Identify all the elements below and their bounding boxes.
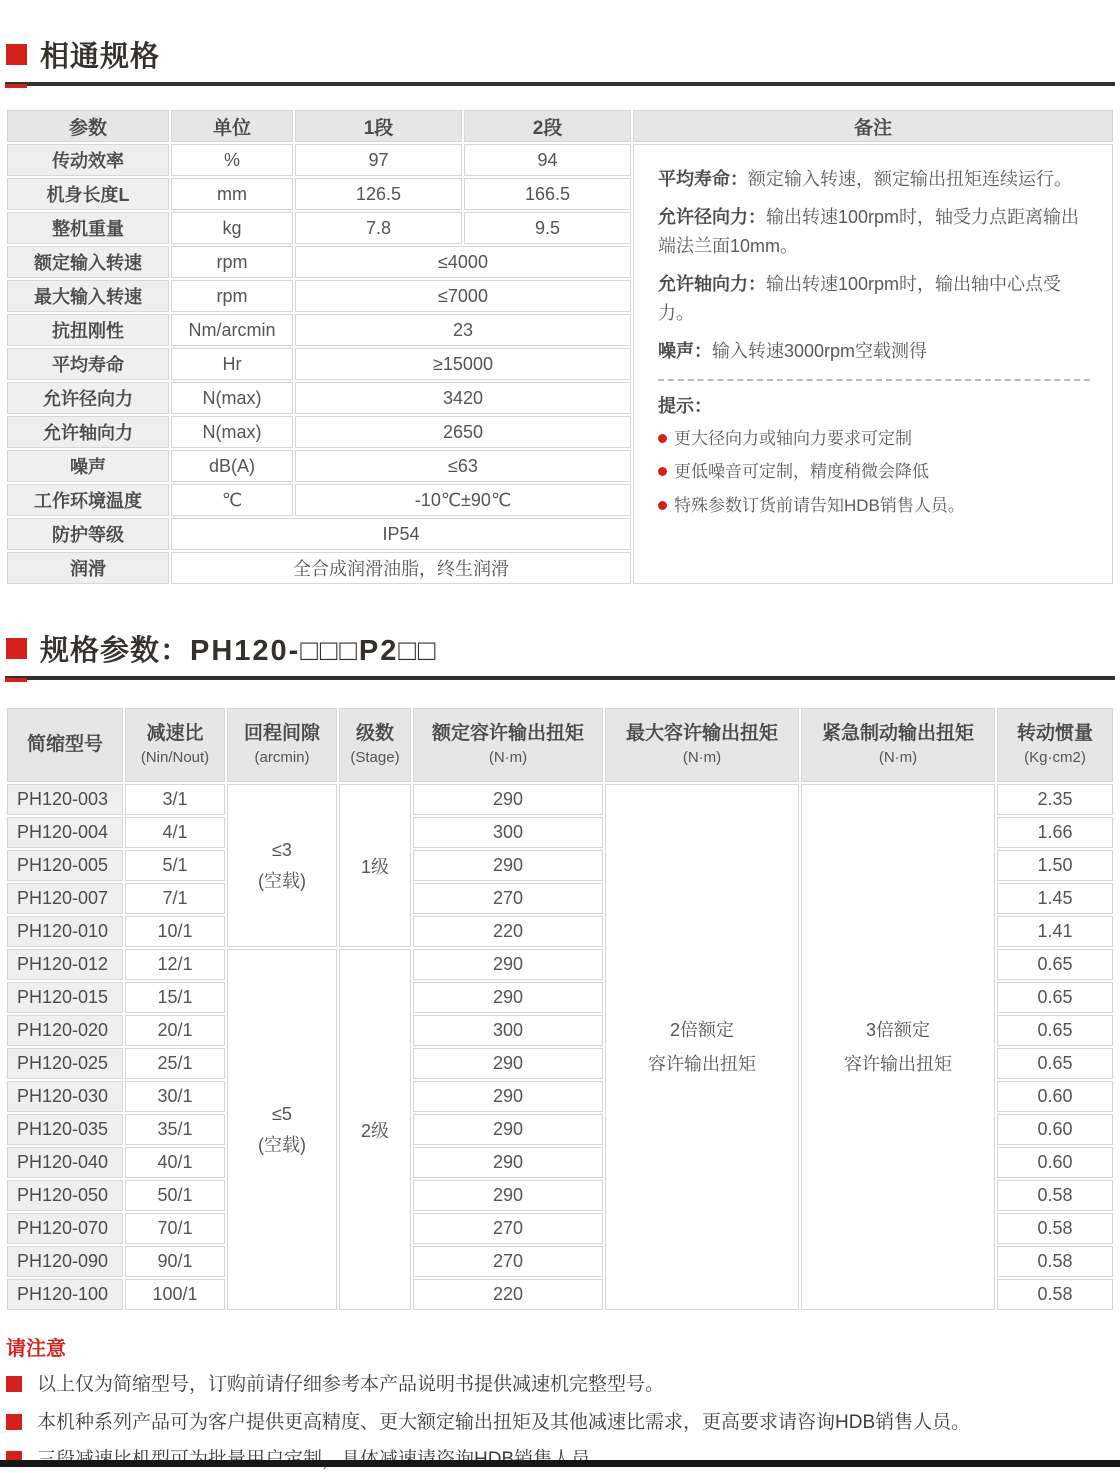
bullet-dot-icon bbox=[658, 467, 667, 476]
footer-notes bbox=[5, 1332, 1115, 1473]
rated-torque-cell: 300 bbox=[413, 1015, 603, 1046]
model-cell: PH120-015 bbox=[7, 982, 123, 1013]
tip-item: 更低噪音可定制，精度稍微会降低 bbox=[658, 459, 1090, 485]
param-cell: 传动效率 bbox=[7, 144, 169, 176]
value-cell: 9.5 bbox=[464, 212, 631, 244]
inertia-cell: 0.58 bbox=[997, 1279, 1113, 1310]
model-cell: PH120-004 bbox=[7, 817, 123, 848]
col-model: 简缩型号 bbox=[7, 708, 123, 782]
tips-title: 提示： bbox=[658, 395, 712, 416]
model-cell: PH120-003 bbox=[7, 784, 123, 815]
param-cell: 允许轴向力 bbox=[7, 416, 169, 448]
model-cell: PH120-100 bbox=[7, 1279, 123, 1310]
col-stage1: 1段 bbox=[295, 110, 462, 142]
backlash-group-cell: ≤5 (空载) bbox=[227, 949, 337, 1310]
col-remark: 备注 bbox=[633, 110, 1113, 142]
rated-torque-cell: 290 bbox=[413, 949, 603, 980]
rated-torque-cell: 290 bbox=[413, 1081, 603, 1112]
param-cell: 最大输入转速 bbox=[7, 280, 169, 312]
value-cell: ≤4000 bbox=[295, 246, 631, 278]
tip-item: 更大径向力或轴向力要求可定制 bbox=[658, 426, 1090, 452]
rated-torque-cell: 270 bbox=[413, 1246, 603, 1277]
model-cell: PH120-090 bbox=[7, 1246, 123, 1277]
remark-paragraph: 允许径向力：输出转速100rpm时，轴受力点距离输出端法兰面10mm。 bbox=[658, 207, 1080, 256]
inertia-cell: 0.65 bbox=[997, 1015, 1113, 1046]
section2-title: 规格参数：PH120-□□□P2□□ bbox=[40, 635, 438, 667]
value-cell: 94 bbox=[464, 144, 631, 176]
bullet-dot-icon bbox=[658, 501, 667, 510]
ratio-cell: 7/1 bbox=[125, 883, 225, 914]
model-cell: PH120-020 bbox=[7, 1015, 123, 1046]
model-cell: PH120-030 bbox=[7, 1081, 123, 1112]
ratio-cell: 5/1 bbox=[125, 850, 225, 881]
table-header-row bbox=[7, 110, 1113, 142]
stage-group-cell: 1级 bbox=[339, 784, 411, 947]
model-cell: PH120-070 bbox=[7, 1213, 123, 1244]
col-brake-torque: 紧急制动输出扭矩 (N·m) bbox=[801, 708, 995, 782]
param-cell: 整机重量 bbox=[7, 212, 169, 244]
rated-torque-cell: 290 bbox=[413, 784, 603, 815]
max-torque-group-cell: 2倍额定 容许输出扭矩 bbox=[605, 784, 799, 1310]
param-cell: 润滑 bbox=[7, 552, 169, 584]
col-ratio: 减速比 (Nin/Nout) bbox=[125, 708, 225, 782]
model-cell: PH120-040 bbox=[7, 1147, 123, 1178]
inertia-cell: 1.66 bbox=[997, 817, 1113, 848]
unit-cell: ℃ bbox=[171, 484, 293, 516]
unit-cell: N(max) bbox=[171, 416, 293, 448]
inertia-cell: 0.60 bbox=[997, 1081, 1113, 1112]
inertia-cell: 0.65 bbox=[997, 1048, 1113, 1079]
param-cell: 额定输入转速 bbox=[7, 246, 169, 278]
brake-torque-group-cell: 3倍额定 容许输出扭矩 bbox=[801, 784, 995, 1310]
bullet-dot-icon bbox=[658, 434, 667, 443]
param-cell: 防护等级 bbox=[7, 518, 169, 550]
ratio-cell: 10/1 bbox=[125, 916, 225, 947]
page-footer-bar bbox=[0, 1460, 1120, 1467]
unit-cell: kg bbox=[171, 212, 293, 244]
section1-header bbox=[5, 34, 1115, 86]
ratio-cell: 3/1 bbox=[125, 784, 225, 815]
value-cell: 23 bbox=[295, 314, 631, 346]
inertia-cell: 1.45 bbox=[997, 883, 1113, 914]
ratio-cell: 70/1 bbox=[125, 1213, 225, 1244]
value-cell: 全合成润滑油脂，终生润滑 bbox=[171, 552, 631, 584]
section1-title: 相通规格 bbox=[40, 41, 161, 73]
col-inertia: 转动惯量 (Kg·cm2) bbox=[997, 708, 1113, 782]
ratio-cell: 40/1 bbox=[125, 1147, 225, 1178]
rated-torque-cell: 220 bbox=[413, 916, 603, 947]
remark-paragraph: 噪声：输入转速3000rpm空载测得 bbox=[658, 341, 928, 362]
rated-torque-cell: 290 bbox=[413, 1180, 603, 1211]
stage-group-cell: 2级 bbox=[339, 949, 411, 1310]
inertia-cell: 0.58 bbox=[997, 1180, 1113, 1211]
col-stage2: 2段 bbox=[464, 110, 631, 142]
ratio-cell: 25/1 bbox=[125, 1048, 225, 1079]
value-cell: 3420 bbox=[295, 382, 631, 414]
model-spec-table bbox=[5, 706, 1115, 1312]
value-cell: ≤7000 bbox=[295, 280, 631, 312]
param-cell: 允许径向力 bbox=[7, 382, 169, 414]
rated-torque-cell: 290 bbox=[413, 1114, 603, 1145]
remark-paragraph: 平均寿命：额定输入转速，额定输出扭矩连续运行。 bbox=[658, 169, 1072, 189]
value-cell: 2650 bbox=[295, 416, 631, 448]
inertia-cell: 1.50 bbox=[997, 850, 1113, 881]
unit-cell: Hr bbox=[171, 348, 293, 380]
general-spec-table bbox=[5, 108, 1115, 586]
table-header-row bbox=[7, 708, 1113, 782]
inertia-cell: 0.60 bbox=[997, 1114, 1113, 1145]
unit-cell: N(max) bbox=[171, 382, 293, 414]
dashed-divider bbox=[658, 379, 1090, 381]
ratio-cell: 15/1 bbox=[125, 982, 225, 1013]
model-cell: PH120-050 bbox=[7, 1180, 123, 1211]
table-row bbox=[7, 784, 1113, 815]
model-cell: PH120-010 bbox=[7, 916, 123, 947]
col-backlash: 回程间隙 (arcmin) bbox=[227, 708, 337, 782]
section2-divider bbox=[5, 676, 1115, 680]
bullet-square-icon bbox=[6, 1414, 22, 1430]
rated-torque-cell: 290 bbox=[413, 850, 603, 881]
ratio-cell: 20/1 bbox=[125, 1015, 225, 1046]
unit-cell: Nm/arcmin bbox=[171, 314, 293, 346]
col-rated-torque: 额定容许输出扭矩 (N·m) bbox=[413, 708, 603, 782]
model-cell: PH120-007 bbox=[7, 883, 123, 914]
remark-paragraph: 允许轴向力：输出转速100rpm时，输出轴中心点受力。 bbox=[658, 274, 1062, 323]
inertia-cell: 0.58 bbox=[997, 1213, 1113, 1244]
value-cell: IP54 bbox=[171, 518, 631, 550]
ratio-cell: 4/1 bbox=[125, 817, 225, 848]
rated-torque-cell: 270 bbox=[413, 883, 603, 914]
value-cell: ≥15000 bbox=[295, 348, 631, 380]
model-cell: PH120-005 bbox=[7, 850, 123, 881]
rated-torque-cell: 270 bbox=[413, 1213, 603, 1244]
inertia-cell: 0.60 bbox=[997, 1147, 1113, 1178]
param-cell: 机身长度L bbox=[7, 178, 169, 210]
rated-torque-cell: 290 bbox=[413, 982, 603, 1013]
inertia-cell: 0.65 bbox=[997, 949, 1113, 980]
model-cell: PH120-025 bbox=[7, 1048, 123, 1079]
ratio-cell: 30/1 bbox=[125, 1081, 225, 1112]
value-cell: ≤63 bbox=[295, 450, 631, 482]
section2-header bbox=[5, 628, 1115, 680]
note-item: 本机种系列产品可为客户提供更高精度、更大额定输出扭矩及其他减速比需求，更高要求请咨询HDB销售人员。 bbox=[6, 1411, 1115, 1436]
param-cell: 抗扭刚性 bbox=[7, 314, 169, 346]
param-cell: 平均寿命 bbox=[7, 348, 169, 380]
ratio-cell: 90/1 bbox=[125, 1246, 225, 1277]
col-stage: 级数 (Stage) bbox=[339, 708, 411, 782]
notes-title: 请注意 bbox=[6, 1338, 66, 1360]
section-bullet-icon bbox=[6, 638, 27, 659]
tip-item: 特殊参数订货前请告知HDB销售人员。 bbox=[658, 493, 1090, 519]
model-code: PH120-□□□P2□□ bbox=[190, 635, 438, 667]
model-cell: PH120-012 bbox=[7, 949, 123, 980]
rated-torque-cell: 220 bbox=[413, 1279, 603, 1310]
value-cell: 7.8 bbox=[295, 212, 462, 244]
section1-divider bbox=[5, 82, 1115, 86]
col-param: 参数 bbox=[7, 110, 169, 142]
value-cell: 126.5 bbox=[295, 178, 462, 210]
value-cell: 97 bbox=[295, 144, 462, 176]
unit-cell: mm bbox=[171, 178, 293, 210]
value-cell: 166.5 bbox=[464, 178, 631, 210]
model-cell: PH120-035 bbox=[7, 1114, 123, 1145]
rated-torque-cell: 290 bbox=[413, 1147, 603, 1178]
backlash-group-cell: ≤3 (空载) bbox=[227, 784, 337, 947]
rated-torque-cell: 300 bbox=[413, 817, 603, 848]
remark-cell bbox=[633, 144, 1113, 584]
param-cell: 噪声 bbox=[7, 450, 169, 482]
unit-cell: % bbox=[171, 144, 293, 176]
inertia-cell: 1.41 bbox=[997, 916, 1113, 947]
col-unit: 单位 bbox=[171, 110, 293, 142]
section-bullet-icon bbox=[6, 44, 27, 65]
note-item: 以上仅为简缩型号，订购前请仔细参考本产品说明书提供减速机完整型号。 bbox=[6, 1373, 1115, 1398]
ratio-cell: 50/1 bbox=[125, 1180, 225, 1211]
ratio-cell: 35/1 bbox=[125, 1114, 225, 1145]
ratio-cell: 12/1 bbox=[125, 949, 225, 980]
ratio-cell: 100/1 bbox=[125, 1279, 225, 1310]
bullet-square-icon bbox=[6, 1376, 22, 1392]
unit-cell: rpm bbox=[171, 280, 293, 312]
unit-cell: rpm bbox=[171, 246, 293, 278]
inertia-cell: 2.35 bbox=[997, 784, 1113, 815]
unit-cell: dB(A) bbox=[171, 450, 293, 482]
inertia-cell: 0.58 bbox=[997, 1246, 1113, 1277]
rated-torque-cell: 290 bbox=[413, 1048, 603, 1079]
value-cell: -10℃±90℃ bbox=[295, 484, 631, 516]
table-row bbox=[7, 144, 1113, 176]
inertia-cell: 0.65 bbox=[997, 982, 1113, 1013]
param-cell: 工作环境温度 bbox=[7, 484, 169, 516]
col-max-torque: 最大容许输出扭矩 (N·m) bbox=[605, 708, 799, 782]
